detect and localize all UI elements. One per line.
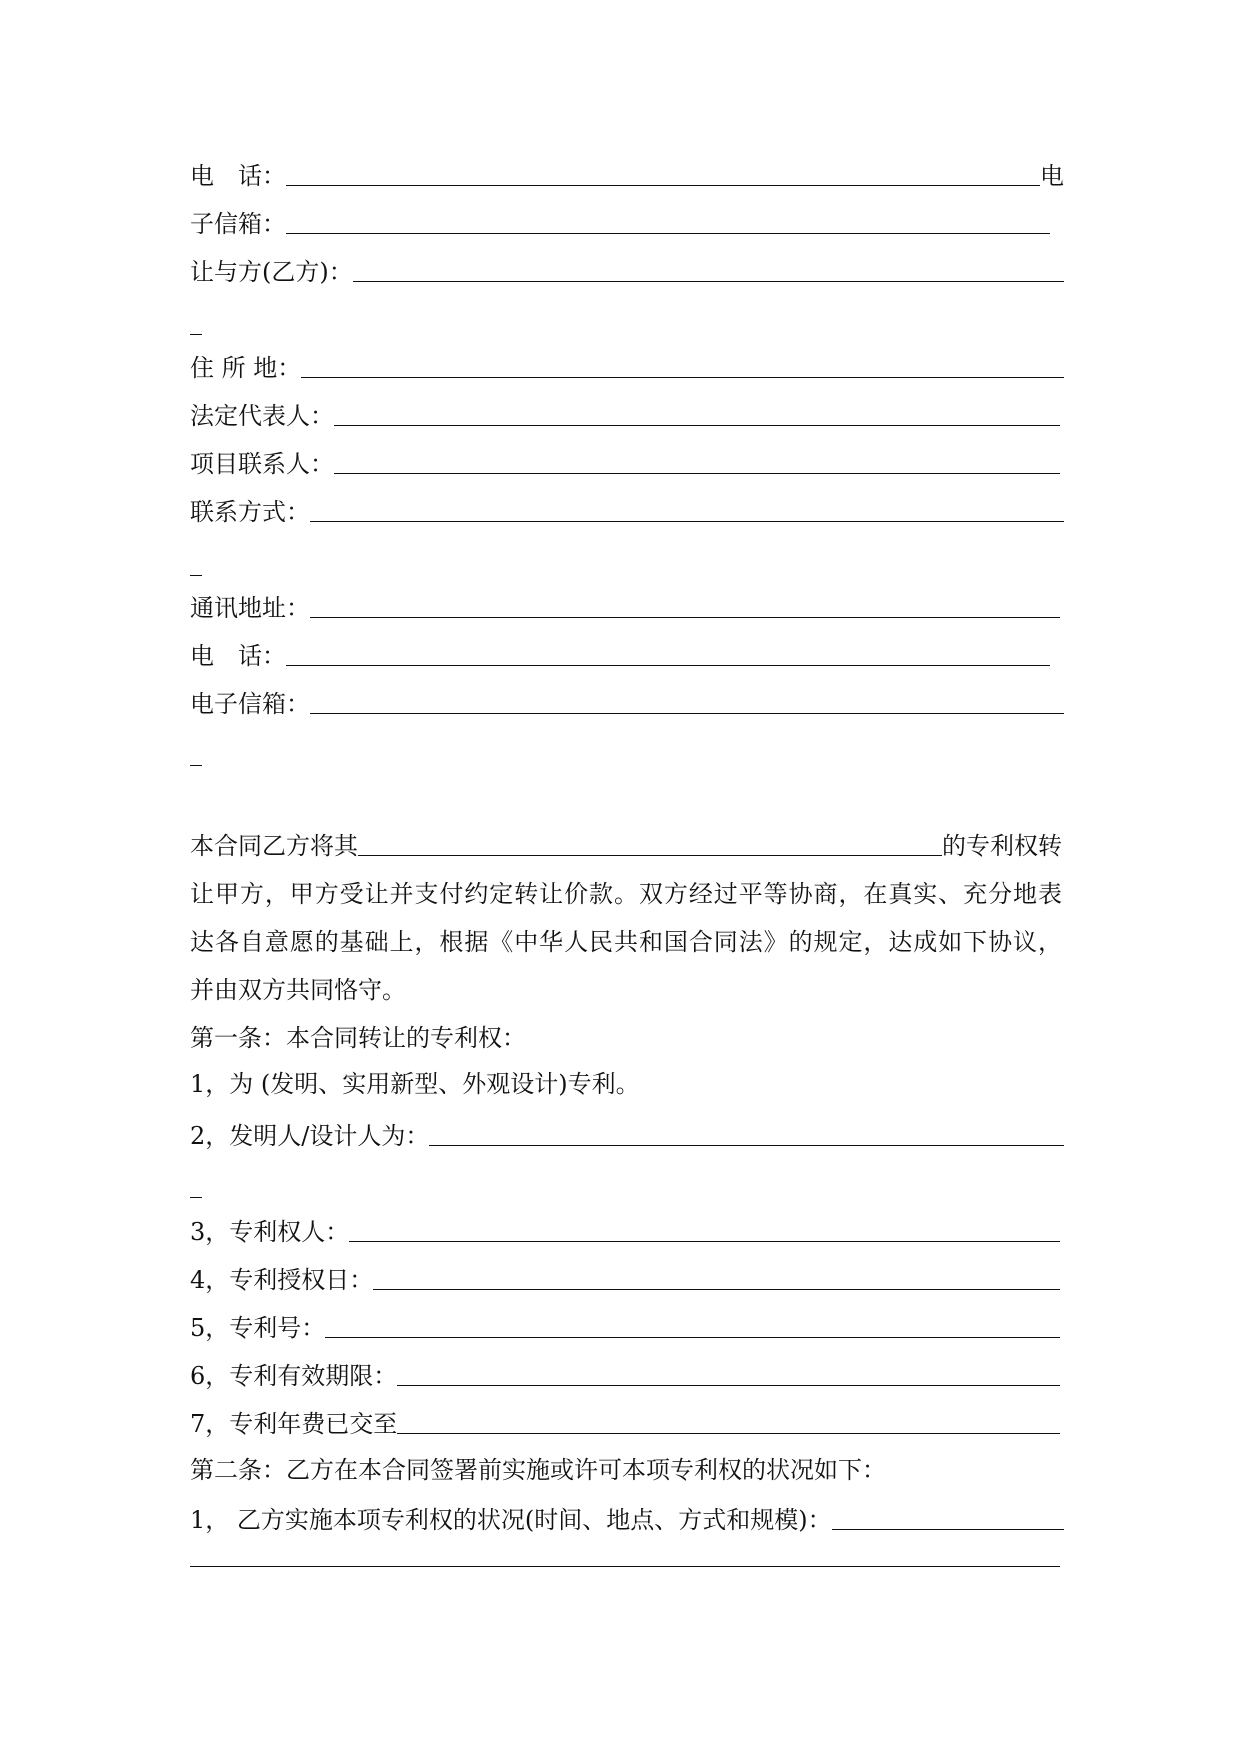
party-b-project-contact-line (190, 440, 1060, 480)
intro-line-3: 达各自意愿的基础上，根据《中华人民共和国合同法》的规定，达成如下协议， (190, 928, 1062, 956)
article1-item3-label: 3，专利权人： (190, 1218, 350, 1246)
grant-date-field[interactable] (373, 1261, 1060, 1290)
article1-item5-line (190, 1304, 1060, 1344)
party-a-phone-field[interactable] (286, 157, 1040, 186)
party-a-email-field[interactable] (286, 205, 1050, 234)
wrap-dash (190, 1197, 202, 1198)
wrap-dash (190, 765, 202, 766)
party-b-legal-rep-field[interactable] (334, 397, 1060, 426)
party-b-contact-method-field[interactable] (310, 493, 1064, 522)
article1-item6-label: 6，专利有效期限： (190, 1362, 398, 1390)
party-b-mail-address-line (190, 584, 1060, 624)
article1-item7-label: 7，专利年费已交至 (190, 1410, 398, 1438)
article1-title: 第一条：本合同转让的专利权： (190, 1024, 526, 1052)
intro-line-4: 并由双方共同恪守。 (190, 976, 406, 1004)
article1-item2-label: 2，发明人/设计人为： (190, 1122, 430, 1150)
party-b-mail-address-field[interactable] (310, 589, 1060, 618)
party-a-phone-label: 电 话： (190, 162, 286, 190)
article1-item5-label: 5，专利号： (190, 1314, 326, 1342)
validity-period-field[interactable] (397, 1357, 1060, 1386)
party-b-mail-address-label: 通讯地址： (190, 594, 310, 622)
patent-name-field[interactable] (358, 827, 942, 856)
article1-item4-label: 4，专利授权日： (190, 1266, 374, 1294)
article1-item7-line (190, 1400, 1060, 1440)
implementation-status-field[interactable] (832, 1501, 1064, 1530)
patent-number-field[interactable] (325, 1309, 1060, 1338)
wrap-dash (190, 334, 202, 335)
wrap-dash (190, 575, 202, 576)
inventor-field[interactable] (429, 1117, 1064, 1146)
party-b-project-contact-field[interactable] (334, 445, 1060, 474)
party-a-phone-line (190, 152, 1064, 192)
party-b-email-field[interactable] (310, 685, 1064, 714)
party-b-address-field[interactable] (301, 349, 1064, 378)
intro-after: 的专利权转 (942, 832, 1062, 860)
party-b-legal-rep-line (190, 392, 1060, 432)
article1-item2-line (190, 1112, 1064, 1152)
article2-item1-line (190, 1496, 1064, 1536)
party-b-phone-line (190, 632, 1050, 672)
intro-line-2: 让甲方，甲方受让并支付约定转让价款。双方经过平等协商，在真实、充分地表 (190, 880, 1062, 908)
party-b-address-label: 住 所 地： (190, 354, 302, 382)
party-b-phone-field[interactable] (286, 637, 1050, 666)
article1-item1: 1，为 (发明、实用新型、外观设计)专利。 (190, 1070, 640, 1098)
party-b-title-label: 让与方(乙方)： (190, 258, 353, 286)
annual-fee-paid-field[interactable] (397, 1405, 1060, 1434)
patentee-field[interactable] (349, 1213, 1060, 1242)
article1-item6-line (190, 1352, 1060, 1392)
party-b-title-line (190, 248, 1064, 288)
party-b-address-line (190, 344, 1064, 384)
party-b-contact-method-label: 联系方式： (190, 498, 310, 526)
intro-before: 本合同乙方将其 (190, 832, 358, 860)
implementation-status-continuation-field[interactable] (190, 1566, 1060, 1567)
party-b-contact-method-line (190, 488, 1064, 528)
article2-item1-label: 1， 乙方实施本项专利权的状况(时间、地点、方式和规模)： (190, 1506, 832, 1534)
party-b-email-label: 电子信箱： (190, 690, 310, 718)
article1-item3-line (190, 1208, 1060, 1248)
party-b-legal-rep-label: 法定代表人： (190, 402, 334, 430)
party-b-email-line (190, 680, 1064, 720)
party-b-name-field[interactable] (353, 253, 1064, 282)
article2-title: 第二条：乙方在本合同签署前实施或许可本项专利权的状况如下： (190, 1456, 886, 1484)
party-a-email-label: 子信箱： (190, 210, 286, 238)
intro-line-1 (190, 822, 1062, 862)
article1-item4-line (190, 1256, 1060, 1296)
party-a-phone-tail: 电 (1040, 162, 1064, 190)
party-a-email-line (190, 200, 1050, 240)
party-b-phone-label: 电 话： (190, 642, 286, 670)
party-b-project-contact-label: 项目联系人： (190, 450, 334, 478)
